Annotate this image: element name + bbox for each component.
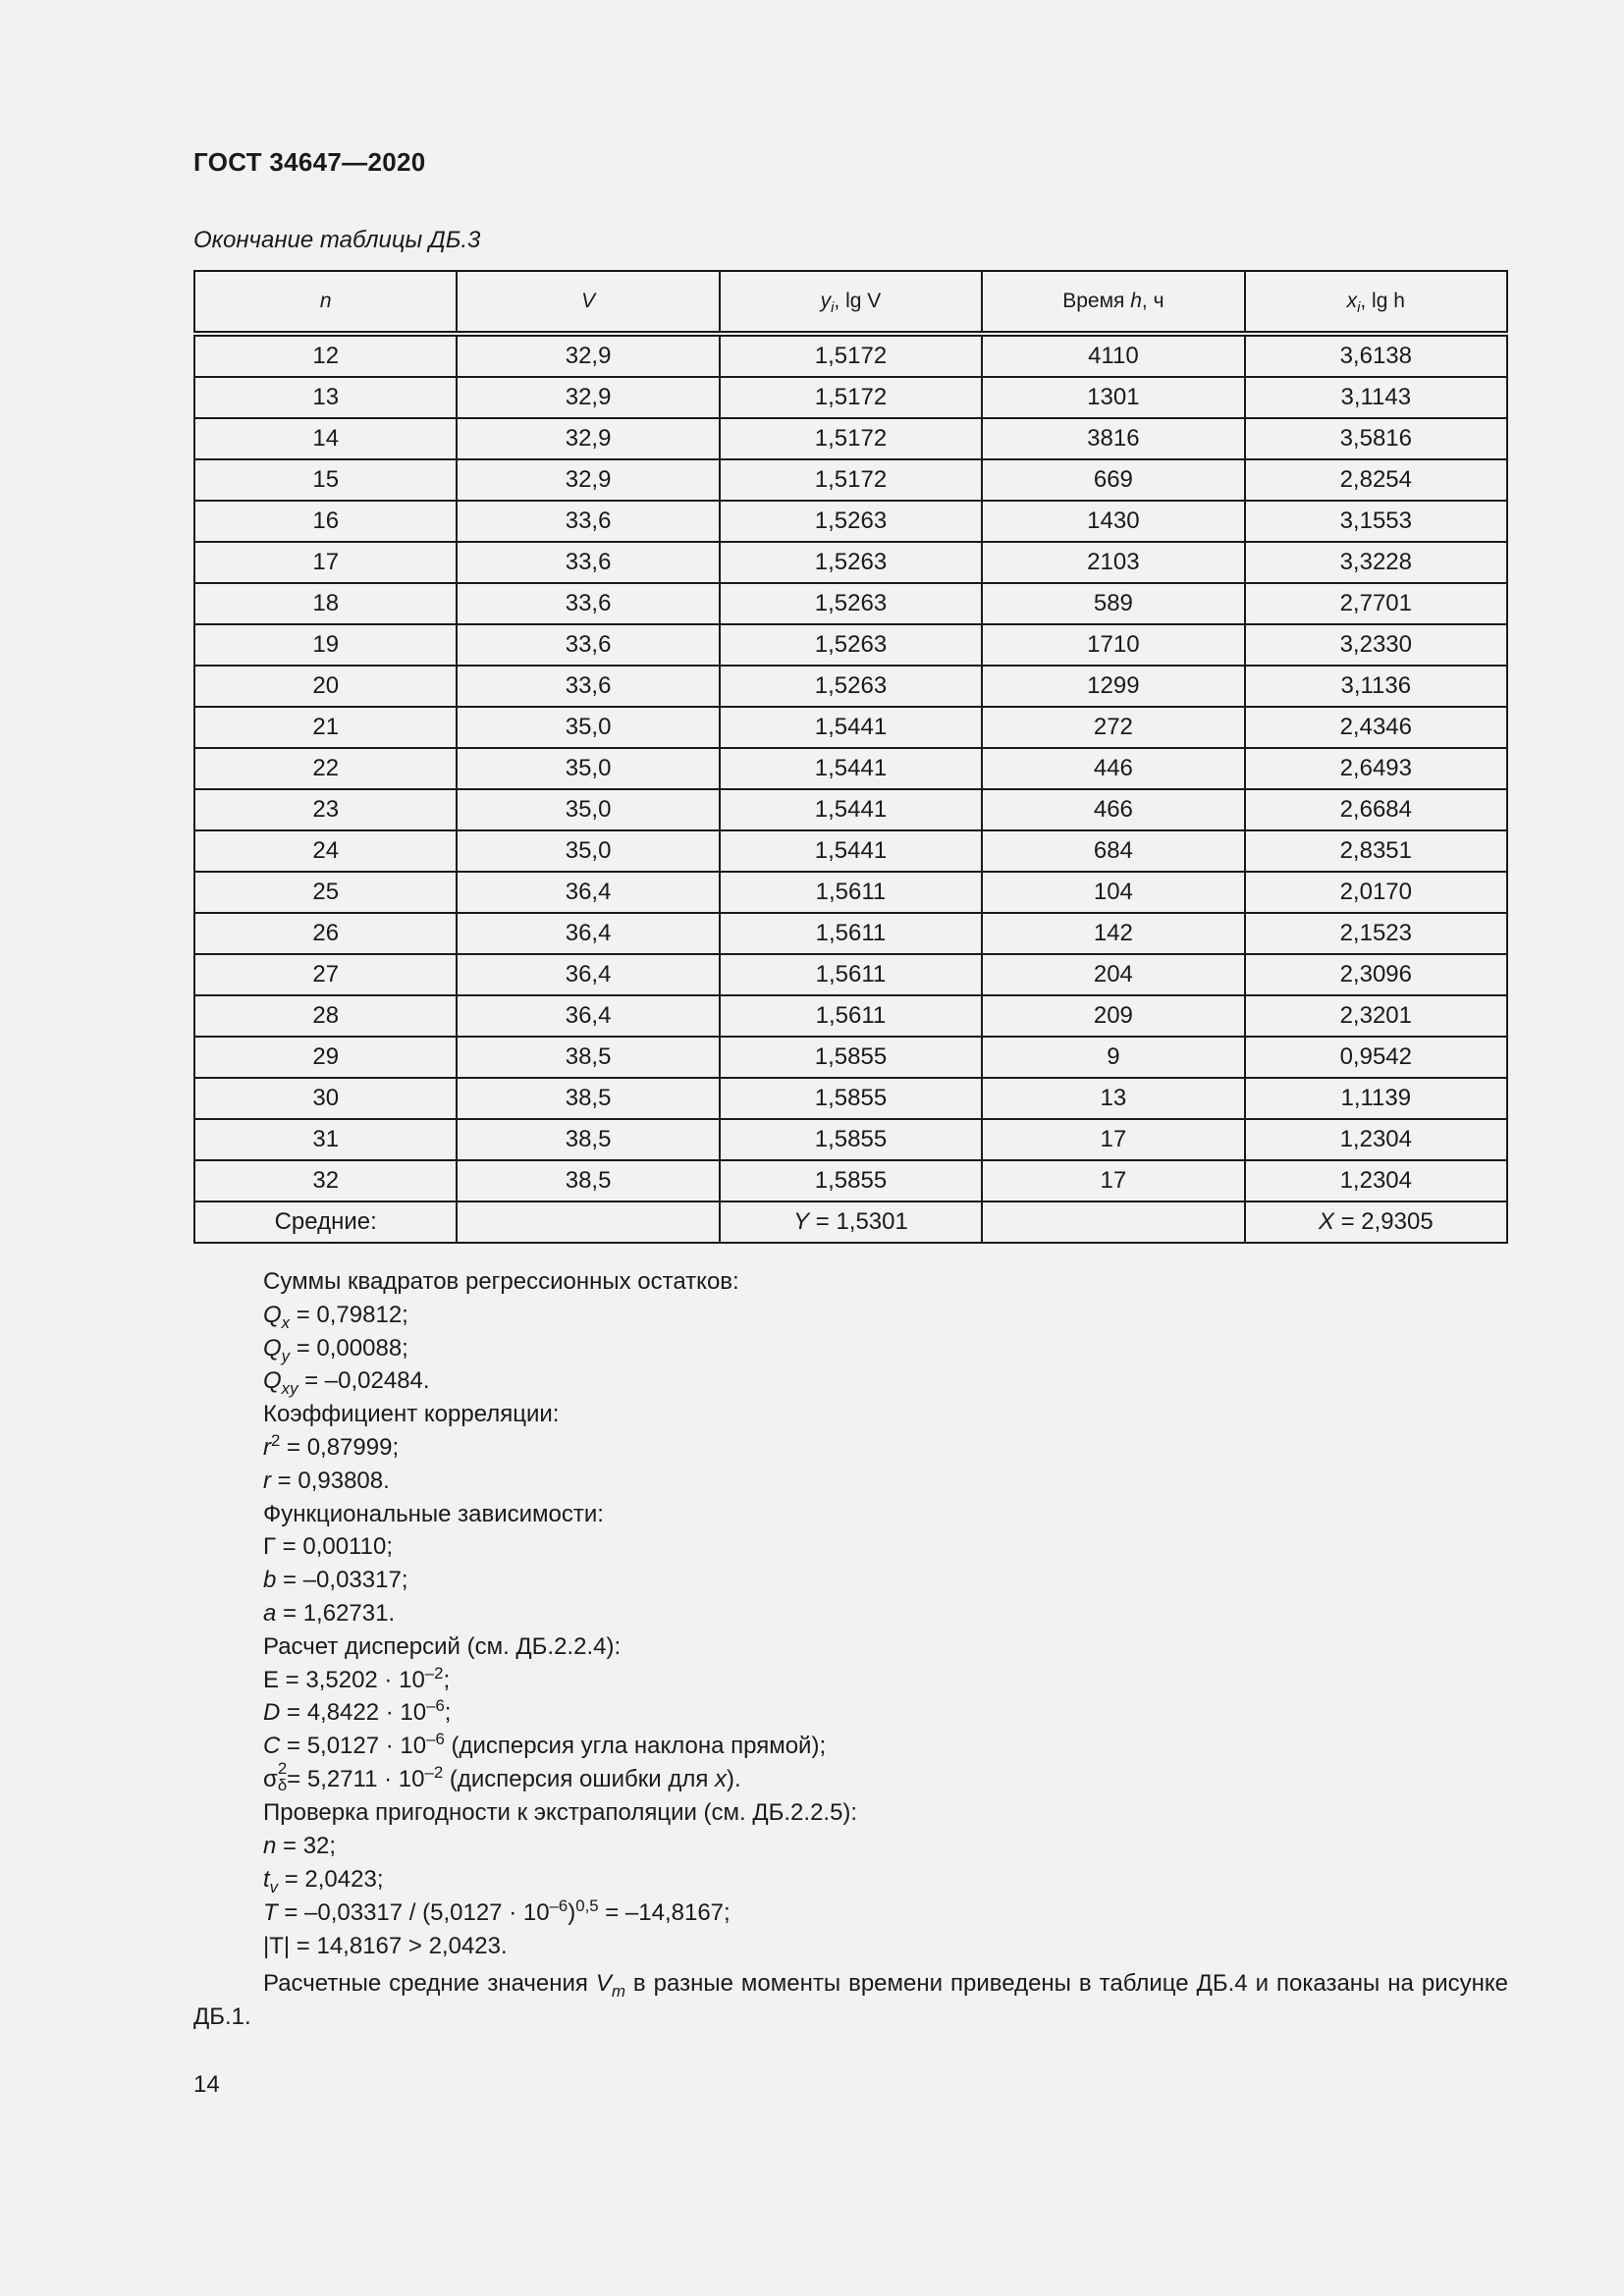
- absT-line: |T| = 14,8167 > 2,0423.: [263, 1932, 508, 1959]
- table-cell-time: 104: [982, 872, 1244, 913]
- table-cell-y: 1,5172: [720, 334, 982, 377]
- table-cell-v: 38,5: [457, 1037, 719, 1078]
- table-cell-y: 1,5855: [720, 1037, 982, 1078]
- table-cell-n: 28: [194, 995, 457, 1037]
- table-cell-n: 17: [194, 542, 457, 583]
- table-cell-n: 23: [194, 789, 457, 830]
- table-cell-time: 4110: [982, 334, 1244, 377]
- table-cell-v: 35,0: [457, 789, 719, 830]
- table-cell-v: 33,6: [457, 583, 719, 624]
- averages-label: Средние:: [194, 1201, 457, 1243]
- table-row: [194, 418, 1507, 459]
- table-cell-v: 36,4: [457, 954, 719, 995]
- table-cell-y: 1,5441: [720, 830, 982, 872]
- table-cell-y: 1,5172: [720, 459, 982, 501]
- table-cell-time: 669: [982, 459, 1244, 501]
- table-cell-v: 33,6: [457, 542, 719, 583]
- table-cell-v: 35,0: [457, 830, 719, 872]
- table-row: [194, 748, 1507, 789]
- table-cell-v: 32,9: [457, 459, 719, 501]
- table-row: [194, 872, 1507, 913]
- corr-heading: Коэффициент корреляции:: [263, 1401, 560, 1428]
- table-cell-x: 2,8351: [1245, 830, 1507, 872]
- qy-line: $Q_y = 0,00088$;: [263, 1334, 408, 1365]
- table-cell-n: 29: [194, 1037, 457, 1078]
- table-row: [194, 1037, 1507, 1078]
- table-cell-time: 17: [982, 1119, 1244, 1160]
- table-cell-y: 1,5611: [720, 913, 982, 954]
- table-cell-x: 1,2304: [1245, 1160, 1507, 1201]
- table-cell-time: 1299: [982, 666, 1244, 707]
- table-cell-v: 36,4: [457, 872, 719, 913]
- table-cell-n: 13: [194, 377, 457, 418]
- calculation-text: [263, 1265, 1508, 1962]
- table-cell-y: 1,5855: [720, 1119, 982, 1160]
- table-cell-y: 1,5172: [720, 377, 982, 418]
- table-cell-x: 2,3201: [1245, 995, 1507, 1037]
- gamma-line: Г = 0,00110;: [263, 1533, 393, 1561]
- table-cell-n: 14: [194, 418, 457, 459]
- table-row: [194, 1078, 1507, 1119]
- table-cell-v: 38,5: [457, 1160, 719, 1201]
- table-caption: Окончание таблицы ДБ.3: [193, 227, 481, 253]
- table-cell-time: 1710: [982, 624, 1244, 666]
- table-cell-n: 15: [194, 459, 457, 501]
- table-cell-x: 3,1553: [1245, 501, 1507, 542]
- table-cell-time: 684: [982, 830, 1244, 872]
- table-cell-v: 36,4: [457, 995, 719, 1037]
- c-line: $C = 5,0127 \cdot 10^{-6}$ (дисперсия угла наклона прямой);: [263, 1730, 827, 1760]
- average-y: Y = 1,5301: [720, 1201, 982, 1243]
- a-line: a = 1,62731.: [263, 1599, 396, 1627]
- table-cell-n: 26: [194, 913, 457, 954]
- table-cell-time: 3816: [982, 418, 1244, 459]
- table-cell-n: 24: [194, 830, 457, 872]
- table-cell-y: 1,5855: [720, 1160, 982, 1201]
- table-row: [194, 377, 1507, 418]
- table-cell-v: 32,9: [457, 334, 719, 377]
- table-row: [194, 830, 1507, 872]
- table-row: [194, 1160, 1507, 1201]
- data-table: [193, 270, 1508, 1244]
- sums-heading: Суммы квадратов регрессионных остатков:: [263, 1268, 739, 1295]
- table-cell-time: 9: [982, 1037, 1244, 1078]
- table-row: [194, 995, 1507, 1037]
- table-cell-time: 17: [982, 1160, 1244, 1201]
- table-cell-time: 142: [982, 913, 1244, 954]
- table-row: [194, 583, 1507, 624]
- table-cell-n: 30: [194, 1078, 457, 1119]
- table-cell-v: 35,0: [457, 707, 719, 748]
- table-cell-y: 1,5441: [720, 748, 982, 789]
- table-cell-x: 1,2304: [1245, 1119, 1507, 1160]
- table-cell-n: 27: [194, 954, 457, 995]
- table-cell-n: 12: [194, 334, 457, 377]
- table-cell-v: 38,5: [457, 1078, 719, 1119]
- table-cell-n: 18: [194, 583, 457, 624]
- table-cell-time: 466: [982, 789, 1244, 830]
- column-header-v: V: [457, 271, 719, 334]
- table-cell-y: 1,5611: [720, 954, 982, 995]
- func-heading: Функциональные зависимости:: [263, 1500, 604, 1527]
- table-cell-y: 1,5263: [720, 501, 982, 542]
- column-header-x: $x_i$, lg h: [1245, 271, 1507, 334]
- T-line: $T = -0,03317 / (5,0127 \cdot 10^{-6})^{0,5} = -14,8167$;: [263, 1896, 731, 1926]
- table-row: [194, 666, 1507, 707]
- table-cell-v: 33,6: [457, 501, 719, 542]
- table-row: [194, 501, 1507, 542]
- table-cell-x: 3,1136: [1245, 666, 1507, 707]
- table-row: [194, 459, 1507, 501]
- table-cell-v: 33,6: [457, 666, 719, 707]
- table-row: [194, 334, 1507, 377]
- table-cell-x: 3,6138: [1245, 334, 1507, 377]
- table-cell-x: 3,5816: [1245, 418, 1507, 459]
- table-cell-y: 1,5855: [720, 1078, 982, 1119]
- table-cell-n: 19: [194, 624, 457, 666]
- disp-heading: Расчет дисперсий (см. ДБ.2.2.4):: [263, 1632, 622, 1660]
- table-cell-y: 1,5441: [720, 707, 982, 748]
- table-cell-n: 22: [194, 748, 457, 789]
- table-cell-time: 13: [982, 1078, 1244, 1119]
- qx-line: $Q_x = 0,79812$;: [263, 1301, 408, 1332]
- column-header-time: Время h, ч: [982, 271, 1244, 334]
- table-cell-x: 3,2330: [1245, 624, 1507, 666]
- tv-line: $t_v = 2,0423$;: [263, 1866, 384, 1896]
- table-cell-y: 1,5611: [720, 872, 982, 913]
- table-cell-x: 2,6493: [1245, 748, 1507, 789]
- qxy-line: $Q_{xy} = -0,02484$.: [263, 1367, 430, 1399]
- table-row: [194, 707, 1507, 748]
- table-cell-y: 1,5263: [720, 583, 982, 624]
- table-row: [194, 913, 1507, 954]
- sigma-line: σ 2 δ = $5,2711 \cdot 10^{-2}$ (дисперсия ошибки для x).: [263, 1758, 741, 1794]
- table-cell-v: 35,0: [457, 748, 719, 789]
- table-cell-y: 1,5611: [720, 995, 982, 1037]
- table-cell-v: 32,9: [457, 377, 719, 418]
- table-row: [194, 542, 1507, 583]
- e-line: $E = 3,5202 \cdot 10^{-2}$;: [263, 1663, 451, 1693]
- table-cell-x: 2,6684: [1245, 789, 1507, 830]
- table-row: [194, 789, 1507, 830]
- table-cell-x: 2,7701: [1245, 583, 1507, 624]
- table-cell-x: 2,8254: [1245, 459, 1507, 501]
- table-row: [194, 624, 1507, 666]
- table-cell-n: 31: [194, 1119, 457, 1160]
- table-cell-x: 0,9542: [1245, 1037, 1507, 1078]
- table-cell-v: 33,6: [457, 624, 719, 666]
- table-cell-x: 2,4346: [1245, 707, 1507, 748]
- table-cell-x: 2,3096: [1245, 954, 1507, 995]
- table-cell-y: 1,5263: [720, 624, 982, 666]
- table-header-row: [194, 271, 1507, 334]
- table-cell-x: 3,3228: [1245, 542, 1507, 583]
- table-cell-time: 589: [982, 583, 1244, 624]
- table-cell-n: 32: [194, 1160, 457, 1201]
- extrap-heading: Проверка пригодности к экстраполяции (см. ДБ.2.2.5):: [263, 1799, 858, 1827]
- conclusion-paragraph: Расчетные средние значения $V_m$ в разные моменты времени приведены в таблице ДБ.4 и показаны на рисунке ДБ.1.: [193, 1970, 1508, 2030]
- table-cell-n: 25: [194, 872, 457, 913]
- table-cell-y: 1,5441: [720, 789, 982, 830]
- empty-cell: [457, 1201, 719, 1243]
- table-cell-x: 2,0170: [1245, 872, 1507, 913]
- table-cell-time: 209: [982, 995, 1244, 1037]
- r-line: r = 0,93808.: [263, 1467, 390, 1494]
- table-cell-v: 32,9: [457, 418, 719, 459]
- average-x: X = 2,9305: [1245, 1201, 1507, 1243]
- b-line: b = –0,03317;: [263, 1567, 408, 1594]
- table-cell-time: 1301: [982, 377, 1244, 418]
- table-cell-y: 1,5263: [720, 666, 982, 707]
- table-cell-time: 272: [982, 707, 1244, 748]
- table-cell-v: 38,5: [457, 1119, 719, 1160]
- table-cell-time: 446: [982, 748, 1244, 789]
- column-header-n: n: [194, 271, 457, 334]
- table-cell-y: 1,5263: [720, 542, 982, 583]
- n-line: n = 32;: [263, 1833, 337, 1860]
- table-cell-n: 21: [194, 707, 457, 748]
- table-cell-n: 20: [194, 666, 457, 707]
- r2-line: $r^2 = 0,87999$;: [263, 1430, 400, 1461]
- table-cell-time: 204: [982, 954, 1244, 995]
- table-row: [194, 1119, 1507, 1160]
- table-cell-y: 1,5172: [720, 418, 982, 459]
- table-cell-n: 16: [194, 501, 457, 542]
- table-cell-x: 1,1139: [1245, 1078, 1507, 1119]
- empty-cell: [982, 1201, 1244, 1243]
- table-cell-time: 2103: [982, 542, 1244, 583]
- table-cell-x: 3,1143: [1245, 377, 1507, 418]
- page-number: 14: [193, 2071, 220, 2098]
- table-cell-v: 36,4: [457, 913, 719, 954]
- table-row: [194, 954, 1507, 995]
- table-footer-row: [194, 1201, 1507, 1243]
- column-header-y: $y_i$, lg V: [720, 271, 982, 334]
- document-header: ГОСТ 34647—2020: [193, 147, 426, 177]
- table-cell-x: 2,1523: [1245, 913, 1507, 954]
- table-cell-time: 1430: [982, 501, 1244, 542]
- d-line: $D = 4,8422 \cdot 10^{-6}$;: [263, 1696, 452, 1727]
